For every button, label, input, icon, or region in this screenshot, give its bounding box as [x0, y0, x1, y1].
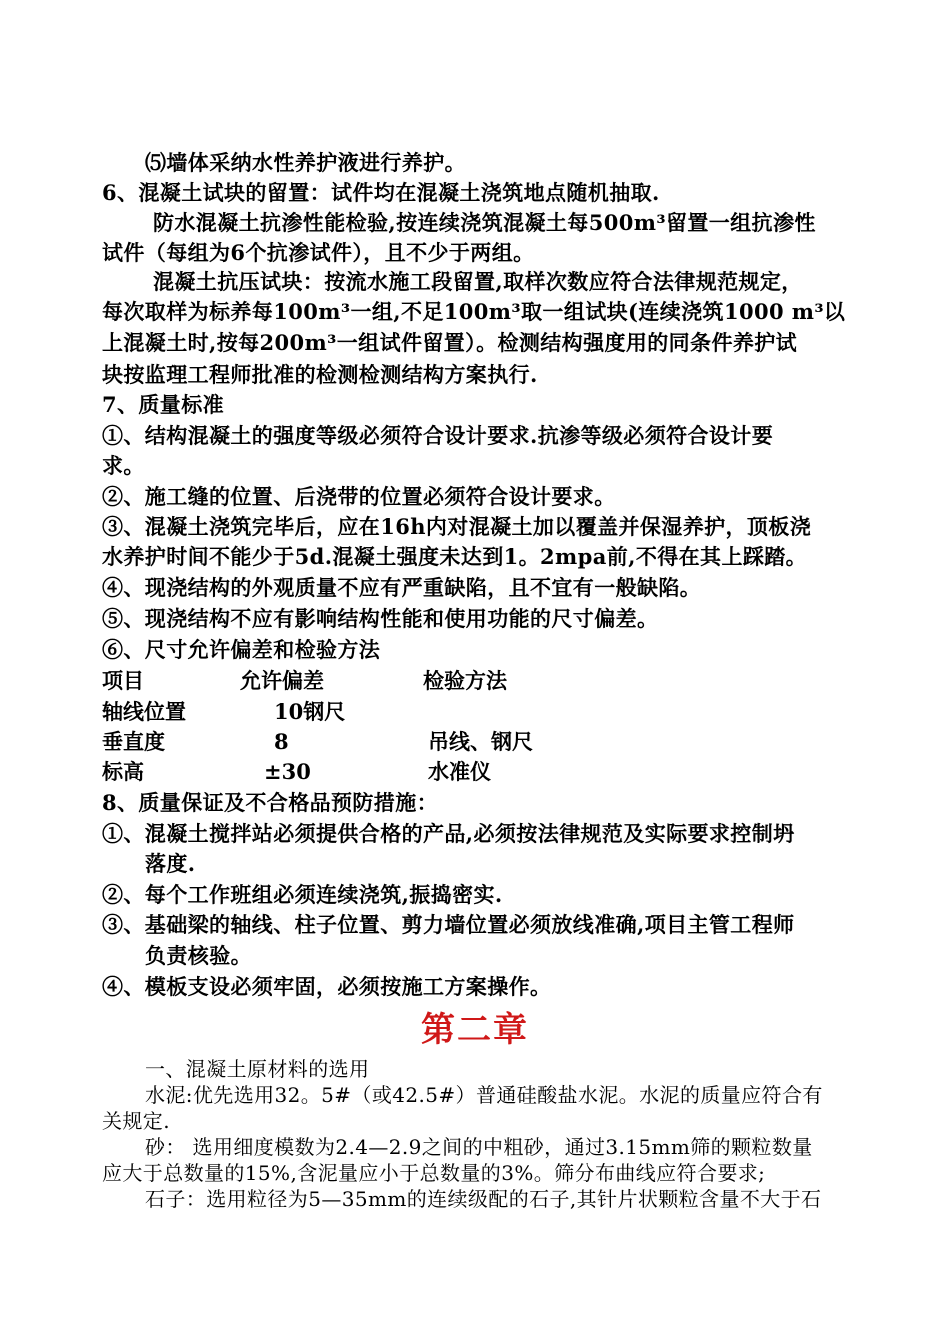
list-item: ①、混凝土搅拌站必须提供合格的产品,必须按法律规范及实际要求控制坍 — [102, 821, 795, 846]
list-item: ④、模板支设必须牢固，必须按施工方案操作。 — [102, 974, 552, 999]
text-line: 石子：选用粒径为5—35mm的连续级配的石子,其针片状颗粒含量不大于石 — [145, 1187, 822, 1211]
table-cell: 10钢尺 — [274, 699, 346, 724]
text-line: 砂： 选用细度模数为2.4—2.9之间的中粗砂，通过3.15mm筛的颗粒数量 — [145, 1135, 813, 1159]
list-item-continuation: 水养护时间不能少于5d.混凝土强度未达到1。2mpa前,不得在其上踩踏。 — [102, 544, 808, 569]
table-header-cell: 检验方法 — [423, 668, 507, 693]
table-cell: 轴线位置 — [102, 699, 186, 724]
section-heading-6: 6、混凝土试块的留置：试件均在混凝土浇筑地点随机抽取. — [102, 180, 660, 205]
text-line: 防水混凝土抗渗性能检验,按连续浇筑混凝土每500m³留置一组抗渗性 — [153, 210, 816, 235]
list-item-continuation: 负责核验。 — [145, 943, 252, 968]
subsection-heading: 一、混凝土原材料的选用 — [145, 1057, 370, 1081]
text-line: ⑸墙体采纳水性养护液进行养护。 — [145, 150, 466, 175]
list-item: ③、基础梁的轴线、柱子位置、剪力墙位置必须放线准确,项目主管工程师 — [102, 912, 795, 937]
table-cell: 垂直度 — [102, 729, 165, 754]
table-cell: 8 — [274, 729, 289, 754]
text-line: 试件（每组为6个抗渗试件），且不少于两组。 — [102, 240, 535, 265]
list-item: ⑤、现浇结构不应有影响结构性能和使用功能的尺寸偏差。 — [102, 606, 659, 631]
list-item: ③、混凝土浇筑完毕后，应在16h内对混凝土加以覆盖并保湿养护，顶板浇 — [102, 514, 812, 539]
list-item: ②、施工缝的位置、后浇带的位置必须符合设计要求。 — [102, 484, 616, 509]
text-line: 块按监理工程师批准的检测检测结构方案执行. — [102, 362, 538, 387]
list-item-continuation: 求。 — [102, 453, 145, 478]
list-item-continuation: 落度. — [145, 851, 196, 876]
table-cell: 标高 — [102, 759, 144, 784]
text-line: 关规定. — [102, 1109, 170, 1133]
section-heading-7: 7、质量标准 — [102, 392, 225, 417]
table-cell: ±30 — [264, 759, 311, 784]
text-line: 每次取样为标养每100m³一组,不足100m³取一组试块(连续浇筑1000 m³以 — [102, 299, 846, 324]
text-line: 混凝土抗压试块：按流水施工段留置,取样次数应符合法律规范规定， — [153, 269, 803, 294]
list-item: ②、每个工作班组必须连续浇筑,振捣密实. — [102, 882, 503, 907]
text-line: 上混凝土时,按每200m³一组试件留置）。检测结构强度用的同条件养护试 — [102, 330, 798, 355]
table-header-cell: 允许偏差 — [240, 668, 324, 693]
list-item: ①、结构混凝土的强度等级必须符合设计要求.抗渗等级必须符合设计要 — [102, 423, 774, 448]
text-line: 应大于总数量的15%,含泥量应小于总数量的3%。筛分布曲线应符合要求; — [102, 1161, 766, 1185]
chapter-title: 第二章 — [421, 1010, 529, 1050]
text-line: 水泥:优先选用32。5#（或42.5#）普通硅酸盐水泥。水泥的质量应符合有 — [145, 1083, 823, 1107]
table-cell: 吊线、钢尺 — [428, 729, 533, 754]
section-heading-8: 8、质量保证及不合格品预防措施： — [102, 790, 439, 815]
list-item: ⑥、尺寸允许偏差和检验方法 — [102, 637, 381, 662]
table-header-cell: 项目 — [102, 668, 144, 693]
list-item: ④、现浇结构的外观质量不应有严重缺陷，且不宜有一般缺陷。 — [102, 575, 702, 600]
table-cell: 水准仪 — [428, 759, 491, 784]
